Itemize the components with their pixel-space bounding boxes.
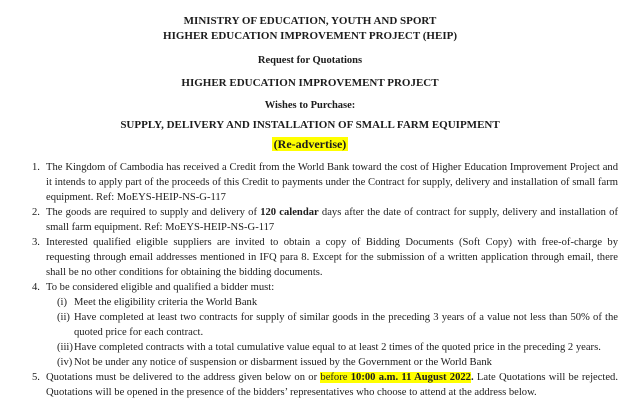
text-segment: Late Quotations will <box>473 372 566 383</box>
item-text <box>46 237 618 278</box>
list-item-2 <box>32 205 618 235</box>
item-number: 5. <box>32 372 40 383</box>
text-segment: before <box>320 372 351 383</box>
sub-item-iii <box>46 340 618 355</box>
sub-item-i <box>46 295 618 310</box>
sub-item-text <box>74 342 601 353</box>
text-segment: 120 calendar <box>260 207 319 218</box>
supply-title: SUPPLY, DELIVERY AND INSTALLATION OF SMALL FARM EQUIPMENT <box>120 119 500 131</box>
text-segment: days after the date of contract for supply, delivery and installation of small farm equipment. Ref: MoEYS-HEIP-NS-G-117 <box>46 207 619 233</box>
text-segment: . <box>470 372 474 383</box>
readvertise-line <box>32 136 588 152</box>
sub-item-label: (iv) <box>57 357 73 368</box>
wishes-to-purchase: Wishes to Purchase: <box>264 100 356 111</box>
sub-item-text <box>74 312 618 338</box>
request-for-quotations: Request for Quotations <box>257 55 363 66</box>
sub-item-iv <box>46 355 618 370</box>
list-item-3 <box>32 235 618 280</box>
item-number: 3. <box>32 237 40 248</box>
item-text <box>46 162 618 203</box>
item-text <box>46 282 274 293</box>
sub-item-text <box>74 357 492 368</box>
item-text <box>46 372 618 398</box>
item-number: 1. <box>32 162 40 173</box>
document-header <box>32 14 588 152</box>
text-segment: Meet the eligibility criteria the World Bank <box>74 297 258 308</box>
sub-item-label: (ii) <box>57 312 70 323</box>
sub-item-label: (i) <box>57 297 67 308</box>
project-heip-title: HIGHER EDUCATION IMPROVEMENT PROJECT (HEIP) <box>163 30 457 42</box>
list-item-5 <box>32 370 618 400</box>
text-segment: Quotations must be delivered to the address given below on or <box>46 372 321 383</box>
item-number: 4. <box>32 282 40 293</box>
item-text <box>46 207 618 233</box>
text-segment: Not be under any notice of suspension or disbarment issued by the Government or the World Bank <box>74 357 492 368</box>
text-segment: Interested qualified eligible suppliers are invited to obtain a copy of Bidding Documents (Soft Copy) with free-of-charge by requesting through email addresses mentioned in IFQ para 8. Except for the submission of a written application through email, there shall be no other conditions for obtaining the bidding documents. <box>46 237 618 278</box>
sub-item-label: (iii) <box>57 342 73 353</box>
numbered-list <box>32 160 618 400</box>
text-segment: To be considered eligible and qualified a bidder must: <box>46 282 275 293</box>
text-segment: 10:00 a.m. 11 August 2022 <box>350 372 471 383</box>
sub-item-ii <box>46 310 618 340</box>
item-number: 2. <box>32 207 40 218</box>
text-segment: be rejected. Quotations will be opened in the presence of the bidders’ representatives who choose to attend at the address below. <box>46 372 619 398</box>
text-segment: The goods are required to supply and delivery of <box>46 207 261 218</box>
list-item-4 <box>32 280 618 370</box>
readvertise-highlight: (Re-advertise) <box>273 137 347 151</box>
text-segment: Have completed at least two contracts for supply of similar goods in the preceding 3 years of a value not less than 50% of the quoted price for each contract. <box>74 312 618 338</box>
sub-item-text <box>74 297 257 308</box>
list-item-1 <box>32 160 618 205</box>
project-title: HIGHER EDUCATION IMPROVEMENT PROJECT <box>181 77 439 89</box>
text-segment: The Kingdom of Cambodia has received a Credit from the World Bank toward the cost of Higher Education Improvement Project and it intends to apply part of the proceeds of this Credit to payments under the Contract for supply, delivery and installation of small farm equipment. Ref: MoEYS-HEIP-NS-G-117 <box>46 162 618 203</box>
ministry-title: MINISTRY OF EDUCATION, YOUTH AND SPORT <box>183 15 437 27</box>
text-segment: Have completed contracts with a total cumulative value equal to at least 2 times of the quoted price in the preceding 2 years. <box>74 342 601 353</box>
